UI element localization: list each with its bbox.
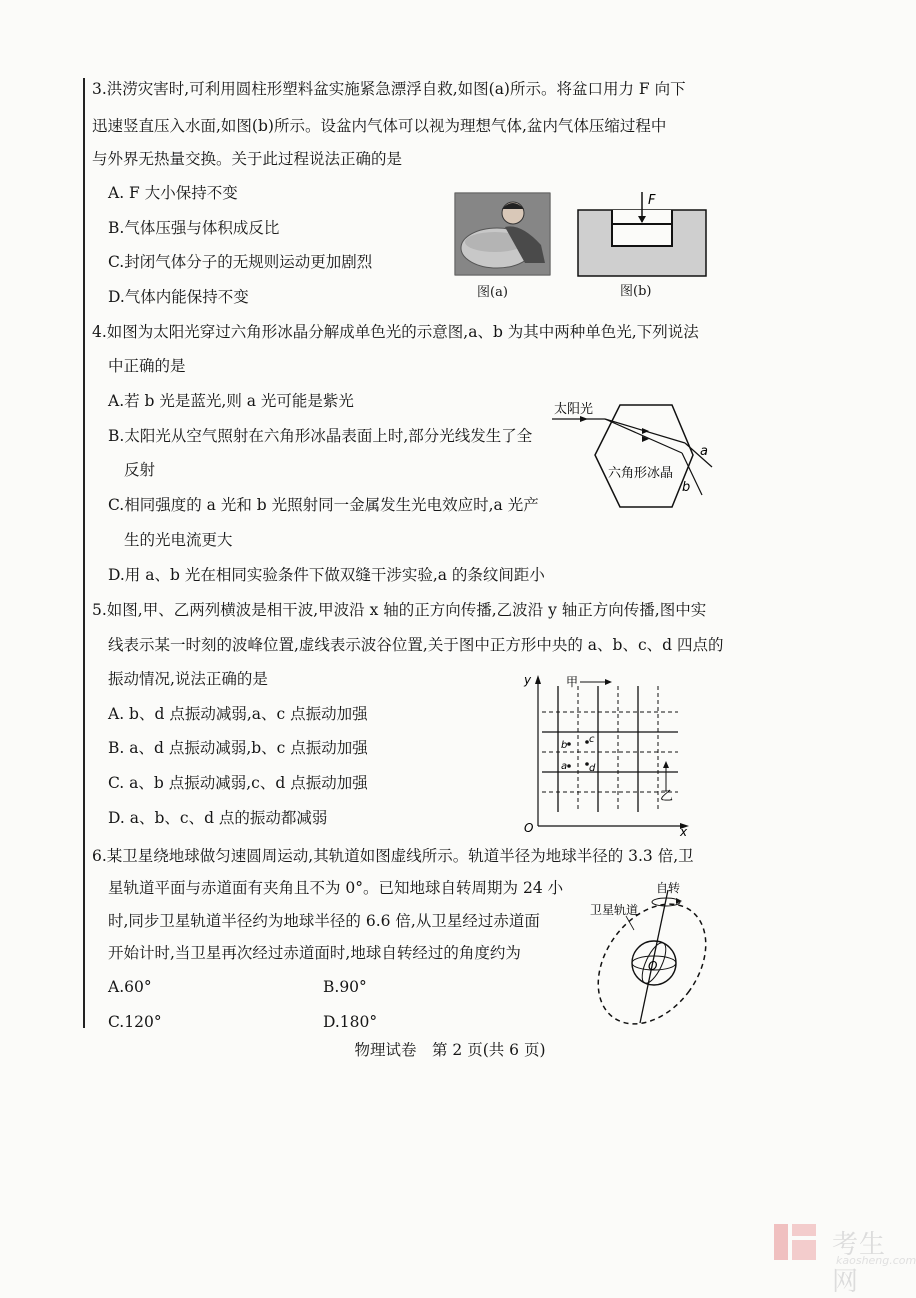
q6-stem-line-1: 6.某卫星绕地球做匀速圆周运动,其轨道如图虚线所示。轨道半径为地球半径的 3.3 倍,卫 bbox=[92, 847, 694, 865]
q3-figure-b-force-label: F bbox=[648, 193, 656, 208]
q6-option-d: D.180° bbox=[323, 1013, 378, 1031]
q6-option-a: A.60° bbox=[108, 978, 152, 996]
q4-option-b: B.太阳光从空气照射在六角形冰晶表面上时,部分光线发生了全 bbox=[108, 427, 533, 445]
q4-option-d: D.用 a、b 光在相同实验条件下做双缝干涉实验,a 的条纹间距小 bbox=[108, 566, 545, 584]
q5-point-c-label: c bbox=[589, 734, 595, 745]
q3-figure-a-caption: 图(a) bbox=[477, 285, 508, 300]
q3-stem-line-3: 与外界无热量交换。关于此过程说法正确的是 bbox=[92, 150, 403, 168]
watermark-logo-icon bbox=[770, 1220, 820, 1264]
q5-option-c: C. a、b 点振动减弱,c、d 点振动加强 bbox=[108, 774, 368, 792]
q4-ice-crystal-figure bbox=[550, 395, 720, 515]
watermark-url: kaosheng.com bbox=[836, 1254, 916, 1267]
q3-stem-line-1: 3.洪涝灾害时,可利用圆柱形塑料盆实施紧急漂浮自救,如图(a)所示。将盆口用力 F 向下 bbox=[92, 80, 686, 98]
q6-center-label: O bbox=[648, 959, 658, 973]
q5-wave-jia-label: 甲 bbox=[566, 675, 579, 689]
page-footer: 物理试卷 第 2 页(共 6 页) bbox=[354, 1041, 546, 1059]
q5-y-axis-label: y bbox=[524, 673, 532, 687]
watermark bbox=[770, 1220, 916, 1297]
q6-satellite-orbit-figure bbox=[588, 878, 718, 1023]
q5-origin-label: O bbox=[524, 821, 534, 835]
q5-point-b-label: b bbox=[561, 740, 568, 751]
q5-option-d: D. a、b、c、d 点的振动都减弱 bbox=[108, 809, 328, 827]
q5-stem-line-1: 5.如图,甲、乙两列横波是相干波,甲波沿 x 轴的正方向传播,乙波沿 y 轴正方向传播,图中实 bbox=[92, 601, 707, 619]
q3-option-b: B.气体压强与体积成反比 bbox=[108, 219, 280, 237]
q4-stem-line-1: 4.如图为太阳光穿过六角形冰晶分解成单色光的示意图,a、b 为其中两种单色光,下列说法 bbox=[92, 323, 699, 341]
q3-option-c: C.封闭气体分子的无规则运动更加剧烈 bbox=[108, 253, 373, 271]
q3-option-a: A. F 大小保持不变 bbox=[108, 184, 238, 202]
q6-stem-line-4: 开始计时,当卫星再次经过赤道面时,地球自转经过的角度约为 bbox=[108, 944, 521, 962]
q6-rotation-label: 自转 bbox=[656, 881, 681, 895]
q3-option-d: D.气体内能保持不变 bbox=[108, 288, 249, 306]
watermark-name: 考生网 bbox=[832, 1230, 887, 1297]
q4-option-c: C.相同强度的 a 光和 b 光照射同一金属发生光电效应时,a 光产 bbox=[108, 496, 539, 514]
q4-sunlight-label: 太阳光 bbox=[554, 402, 594, 417]
q5-option-a: A. b、d 点振动减弱,a、c 点振动加强 bbox=[108, 705, 368, 723]
q6-stem-line-2: 星轨道平面与赤道面有夹角且不为 0°。已知地球自转周期为 24 小 bbox=[108, 879, 564, 897]
q6-stem-line-3: 时,同步卫星轨道半径约为地球半径的 6.6 倍,从卫星经过赤道面 bbox=[108, 912, 540, 930]
q3-stem-line-2: 迅速竖直压入水面,如图(b)所示。设盆内气体可以视为理想气体,盆内气体压缩过程中 bbox=[92, 117, 667, 135]
q4-ray-b-label: b bbox=[682, 480, 691, 495]
q3-figure-a bbox=[455, 193, 550, 301]
q4-ray-a-label: a bbox=[700, 444, 708, 459]
q5-stem-line-3: 振动情况,说法正确的是 bbox=[108, 670, 268, 688]
q4-option-b-cont: 反射 bbox=[124, 461, 156, 479]
q5-point-a-label: a bbox=[561, 761, 568, 772]
q5-option-b: B. a、d 点振动减弱,b、c 点振动加强 bbox=[108, 739, 368, 757]
q3-figure-b-caption: 图(b) bbox=[620, 284, 652, 299]
q5-x-axis-label: x bbox=[680, 825, 688, 839]
q6-option-c: C.120° bbox=[108, 1013, 162, 1031]
q5-wave-figure bbox=[520, 672, 695, 837]
q5-wave-yi-label: 乙 bbox=[660, 789, 674, 804]
q4-stem-line-2: 中正确的是 bbox=[108, 357, 186, 375]
q4-crystal-label: 六角形冰晶 bbox=[608, 466, 674, 481]
q6-orbit-label: 卫星轨道 bbox=[590, 903, 639, 917]
q4-option-a: A.若 b 光是蓝光,则 a 光可能是紫光 bbox=[108, 392, 354, 410]
q5-point-d-label: d bbox=[589, 763, 596, 774]
q3-figure-b bbox=[578, 190, 708, 300]
q6-option-b: B.90° bbox=[323, 978, 367, 996]
binding-margin-line bbox=[83, 78, 85, 1028]
q5-stem-line-2: 线表示某一时刻的波峰位置,虚线表示波谷位置,关于图中正方形中央的 a、b、c、d 四点的 bbox=[108, 636, 724, 654]
q4-option-c-cont: 生的光电流更大 bbox=[124, 531, 233, 549]
